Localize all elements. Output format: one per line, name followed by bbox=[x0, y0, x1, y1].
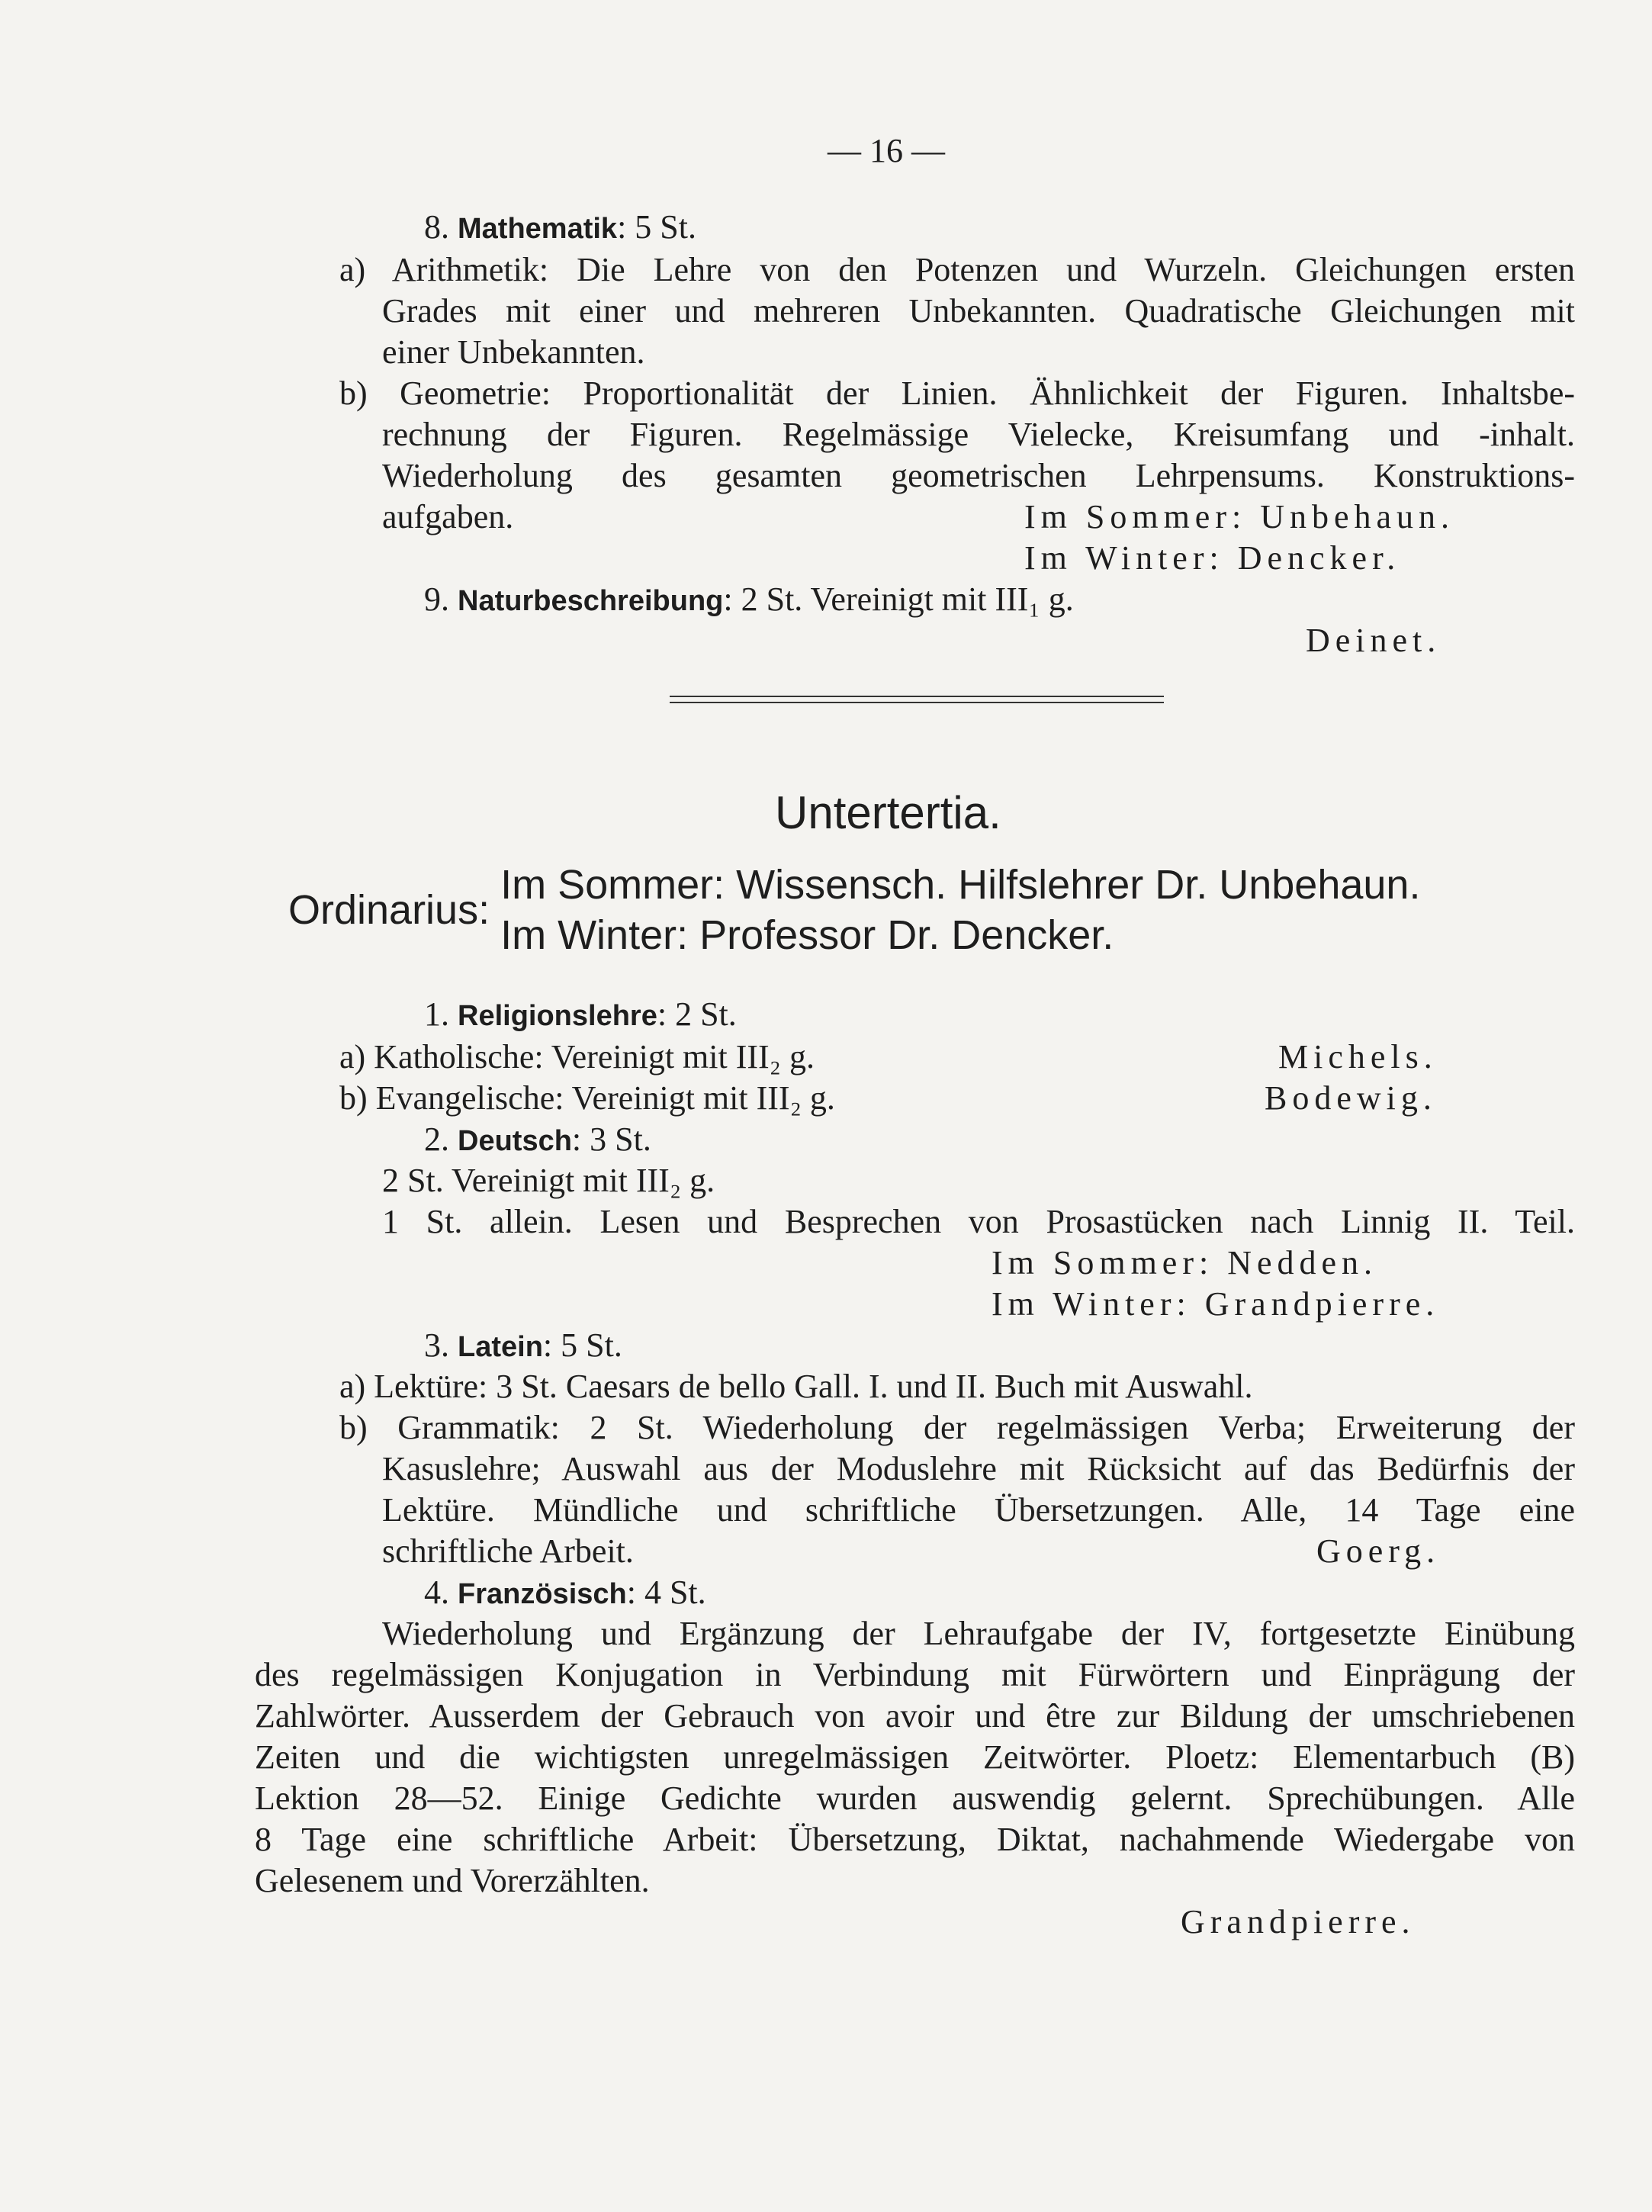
heading-title: Deutsch bbox=[458, 1125, 572, 1157]
geometrie-line-4: aufgaben. bbox=[382, 498, 514, 535]
arithmetik-line-1: a) Arithmetik: Die Lehre von den Potenzen und Wurzeln. Gleichungen ersten bbox=[339, 251, 1575, 288]
deutsch-heading bbox=[424, 1120, 651, 1158]
franzoesisch-teacher: Grandpierre. bbox=[1181, 1903, 1416, 1940]
naturbeschreibung-heading bbox=[424, 580, 1074, 618]
heading-number: 9. bbox=[424, 580, 449, 618]
deutsch-line-2: 1 St. allein. Lesen und Besprechen von Prosastücken nach Linnig II. Teil. bbox=[382, 1203, 1575, 1240]
ordinarius-winter: Im Winter: Professor Dr. Dencker. bbox=[500, 912, 1114, 958]
section-title: Untertertia. bbox=[775, 787, 1001, 838]
latein-lektuere: a) Lektüre: 3 St. Caesars de bello Gall. I. und II. Buch mit Auswahl. bbox=[339, 1368, 1253, 1405]
geometrie-line-1: b) Geometrie: Proportionalität der Linien. Ähnlichkeit der Figuren. Inhaltsbe- bbox=[339, 375, 1575, 412]
religion-katholisch: a) Katholische: Vereinigt mit III₂ g. bbox=[339, 1038, 815, 1075]
franzoesisch-line-1: Wiederholung und Ergänzung der Lehraufgabe der IV, fortgesetzte Einübung bbox=[382, 1615, 1575, 1652]
heading-number: 1. bbox=[424, 995, 449, 1033]
heading-title: Latein bbox=[458, 1331, 543, 1363]
heading-hours: : 2 St. Vereinigt mit III₁ g. bbox=[723, 580, 1074, 618]
mathematik-teacher-winter: Im Winter: Dencker. bbox=[1024, 539, 1401, 577]
religion-heading bbox=[424, 995, 737, 1033]
heading-hours: : 4 St. bbox=[626, 1574, 706, 1611]
religion-katholisch-teacher: Michels. bbox=[1278, 1038, 1438, 1075]
heading-hours: : 5 St. bbox=[617, 208, 696, 246]
latein-grammatik-line-1: b) Grammatik: 2 St. Wiederholung der regelmässigen Verba; Erweiterung der bbox=[339, 1409, 1575, 1446]
geometrie-line-3: Wiederholung des gesamten geometrischen Lehrpensums. Konstruktions- bbox=[382, 457, 1575, 494]
deutsch-teacher-summer: Im Sommer: Nedden. bbox=[992, 1244, 1378, 1281]
latein-grammatik-line-2: Kasuslehre; Auswahl aus der Moduslehre mit Rücksicht auf das Bedürfnis der bbox=[382, 1450, 1575, 1487]
franzoesisch-line-7: Gelesenem und Vorerzählten. bbox=[255, 1862, 650, 1899]
latein-heading bbox=[424, 1326, 622, 1364]
deutsch-line-1: 2 St. Vereinigt mit III₂ g. bbox=[382, 1162, 715, 1199]
ordinarius-block bbox=[288, 860, 1420, 960]
arithmetik-line-3: einer Unbekannten. bbox=[382, 333, 645, 371]
heading-hours: : 5 St. bbox=[542, 1326, 622, 1364]
page-number: — 16 — bbox=[828, 132, 945, 169]
ordinarius-lines bbox=[500, 860, 1420, 960]
deutsch-teacher-winter: Im Winter: Grandpierre. bbox=[992, 1285, 1440, 1323]
heading-number: 3. bbox=[424, 1326, 449, 1364]
ordinarius-label: Ordinarius: bbox=[288, 887, 490, 933]
heading-title: Mathematik bbox=[458, 213, 618, 245]
franzoesisch-line-4: Zeiten und die wichtigsten unregelmässigen Zeitwörter. Ploetz: Elementarbuch (B) bbox=[255, 1738, 1575, 1776]
religion-evangelisch: b) Evangelische: Vereinigt mit III₂ g. bbox=[339, 1079, 835, 1117]
geometrie-line-2: rechnung der Figuren. Regelmässige Vielecke, Kreisumfang und -inhalt. bbox=[382, 416, 1575, 453]
heading-number: 8. bbox=[424, 208, 449, 246]
heading-number: 4. bbox=[424, 1574, 449, 1611]
religion-evangelisch-teacher: Bodewig. bbox=[1265, 1079, 1437, 1117]
heading-title: Naturbeschreibung bbox=[458, 585, 724, 617]
heading-hours: : 3 St. bbox=[571, 1120, 651, 1158]
franzoesisch-line-2: des regelmässigen Konjugation in Verbindung mit Fürwörtern und Einprägung der bbox=[255, 1656, 1575, 1693]
heading-title: Französisch bbox=[458, 1578, 627, 1610]
latein-teacher: Goerg. bbox=[1316, 1532, 1441, 1570]
latein-grammatik-line-4: schriftliche Arbeit. bbox=[382, 1532, 634, 1570]
arithmetik-line-2: Grades mit einer und mehreren Unbekannten. Quadratische Gleichungen mit bbox=[382, 292, 1575, 330]
franzoesisch-line-6: 8 Tage eine schriftliche Arbeit: Übersetzung, Diktat, nachahmende Wiedergabe von bbox=[255, 1821, 1575, 1858]
mathematik-teacher-summer: Im Sommer: Unbehaun. bbox=[1024, 498, 1455, 535]
latein-grammatik-line-3: Lektüre. Mündliche und schriftliche Übersetzungen. Alle, 14 Tage eine bbox=[382, 1491, 1575, 1529]
heading-hours: : 2 St. bbox=[657, 995, 737, 1033]
section-divider bbox=[670, 696, 1164, 703]
naturbeschreibung-teacher: Deinet. bbox=[1306, 622, 1441, 659]
franzoesisch-line-5: Lektion 28—52. Einige Gedichte wurden auswendig gelernt. Sprechübungen. Alle bbox=[255, 1780, 1575, 1817]
mathematik-heading bbox=[424, 208, 696, 246]
ordinarius-summer: Im Sommer: Wissensch. Hilfslehrer Dr. Unbehaun. bbox=[500, 862, 1421, 908]
heading-title: Religionslehre bbox=[458, 1000, 657, 1032]
heading-number: 2. bbox=[424, 1120, 449, 1158]
franzoesisch-line-3: Zahlwörter. Ausserdem der Gebrauch von avoir und être zur Bildung der umschriebenen bbox=[255, 1697, 1575, 1735]
franzoesisch-heading bbox=[424, 1576, 706, 1609]
